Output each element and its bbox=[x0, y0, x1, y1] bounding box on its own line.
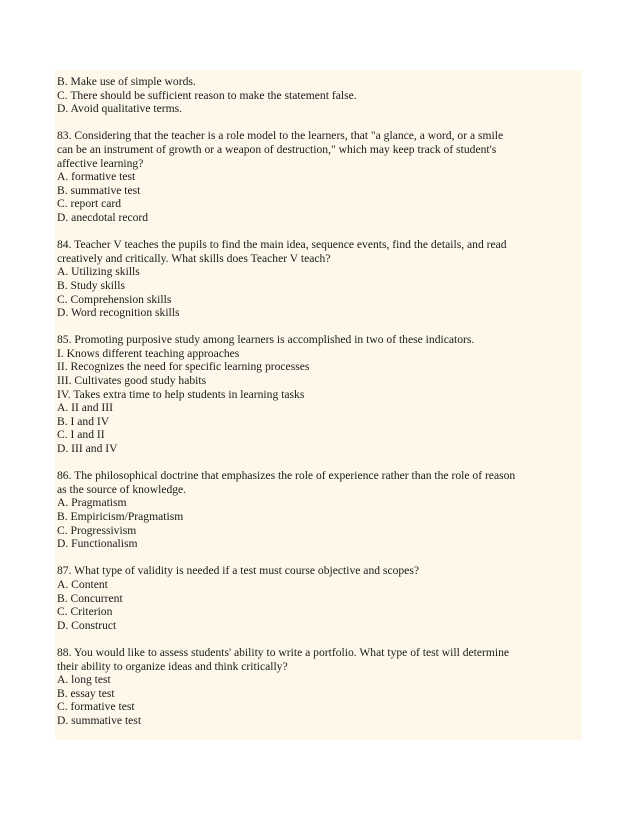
option-line: D. Construct bbox=[57, 618, 117, 632]
question-text: II. Recognizes the need for specific learning processes bbox=[57, 360, 310, 374]
option-line: A. long test bbox=[57, 673, 111, 687]
question-88 bbox=[57, 646, 582, 728]
question-84 bbox=[57, 238, 582, 320]
option-line: D. Functionalism bbox=[57, 537, 138, 551]
option-line: D. Word recognition skills bbox=[57, 306, 180, 320]
question-83 bbox=[57, 129, 582, 224]
option-line: B. summative test bbox=[57, 183, 141, 197]
option-line: C. formative test bbox=[57, 700, 135, 714]
question-text: can be an instrument of growth or a weapon of destruction," which may keep track of student's bbox=[57, 142, 497, 156]
option-line: B. I and IV bbox=[57, 414, 110, 428]
option-line: A. Utilizing skills bbox=[57, 265, 140, 279]
question-text: creatively and critically. What skills does Teacher V teach? bbox=[57, 251, 331, 265]
option-line: B. Make use of simple words. bbox=[57, 75, 196, 88]
option-line: D. Avoid qualitative terms. bbox=[57, 102, 183, 116]
question-text: IV. Takes extra time to help students in learning tasks bbox=[57, 387, 305, 401]
question-text: III. Cultivates good study habits bbox=[57, 374, 207, 388]
option-line: D. III and IV bbox=[57, 442, 118, 456]
question-87 bbox=[57, 564, 582, 632]
question-85 bbox=[57, 333, 582, 455]
option-line: B. essay test bbox=[57, 686, 115, 700]
question-text: 83. Considering that the teacher is a role model to the learners, that "a glance, a word, or a smile bbox=[57, 129, 504, 143]
question-86 bbox=[57, 469, 582, 551]
option-line: C. I and II bbox=[57, 428, 105, 442]
question-text: 87. What type of validity is needed if a test must course objective and scopes? bbox=[57, 564, 419, 578]
option-line: C. report card bbox=[57, 197, 122, 211]
option-line: A. II and III bbox=[57, 401, 114, 415]
option-line: A. Pragmatism bbox=[57, 496, 127, 510]
question-text: 88. You would like to assess students' ability to write a portfolio. What type of test will determine bbox=[57, 645, 510, 659]
option-line: C. Criterion bbox=[57, 605, 113, 619]
option-line: D. summative test bbox=[57, 713, 142, 727]
option-line: B. Empiricism/Pragmatism bbox=[57, 510, 184, 523]
question-text: 84. Teacher V teaches the pupils to find the main idea, sequence events, find the details, and read bbox=[57, 238, 507, 252]
option-line: A. formative test bbox=[57, 170, 136, 184]
question-text: 86. The philosophical doctrine that emphasizes the role of experience rather than the role of reason bbox=[57, 469, 516, 483]
option-line: B. Concurrent bbox=[57, 591, 123, 605]
option-line: C. Comprehension skills bbox=[57, 292, 172, 306]
question-text: 85. Promoting purposive study among learners is accomplished in two of these indicators. bbox=[57, 333, 475, 347]
option-line: B. Study skills bbox=[57, 278, 125, 292]
top-fragment bbox=[57, 75, 582, 116]
question-text: I. Knows different teaching approaches bbox=[57, 346, 240, 360]
option-line: C. There should be sufficient reason to make the statement false. bbox=[57, 88, 357, 102]
question-text: as the source of knowledge. bbox=[57, 482, 187, 496]
option-line: D. anecdotal record bbox=[57, 210, 149, 224]
option-line: C. Progressivism bbox=[57, 523, 137, 537]
document-content bbox=[55, 70, 582, 740]
question-text: affective learning? bbox=[57, 156, 144, 170]
option-line: A. Content bbox=[57, 577, 108, 591]
question-text: their ability to organize ideas and think critically? bbox=[57, 659, 288, 673]
